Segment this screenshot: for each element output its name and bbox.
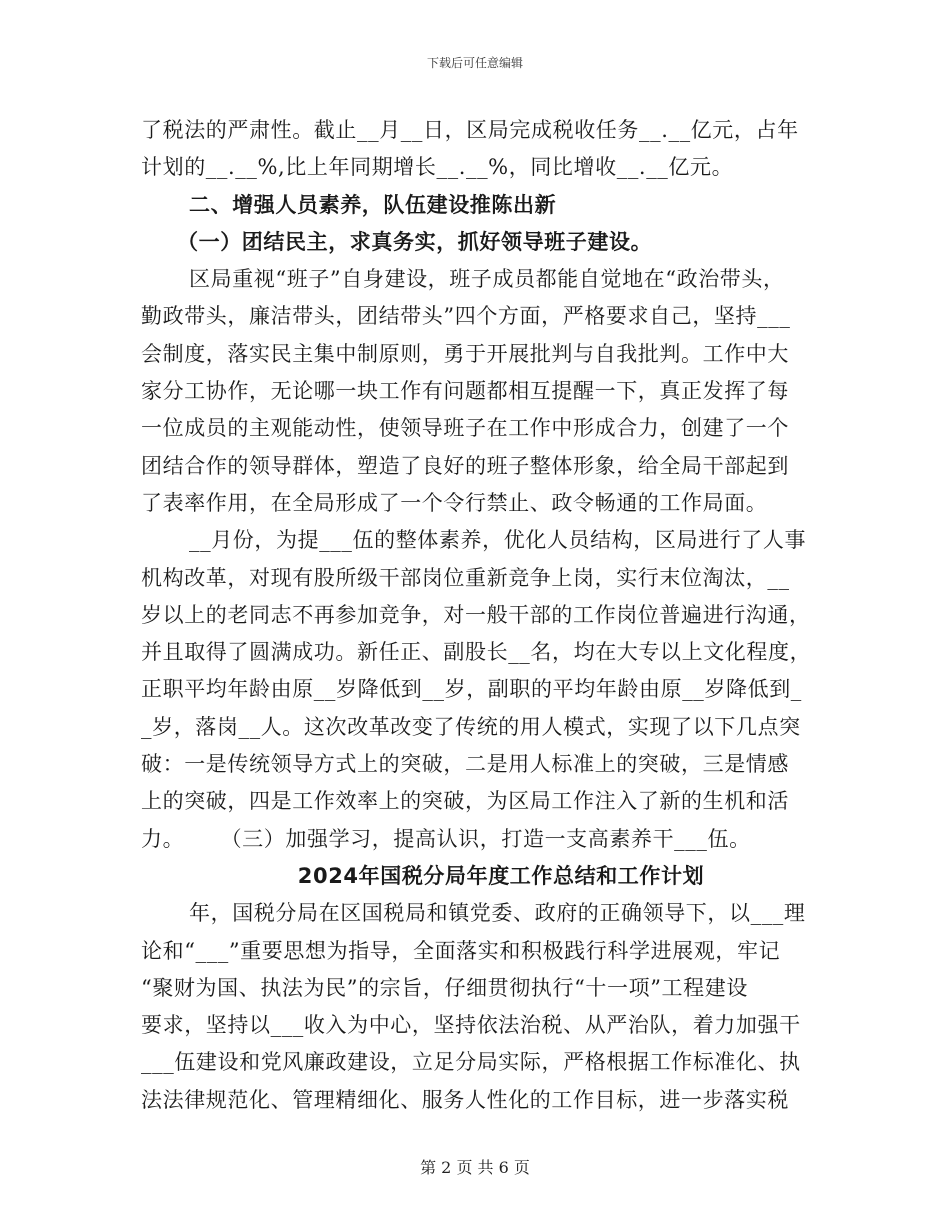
paragraph-line: ___伍建设和党风廉政建设，立足分局实际，严格根据工作标准化、执 [141, 1050, 801, 1075]
paragraph-line: 了表率作用，在全局形成了一个令行禁止、政令畅通的工作局面。 [141, 490, 768, 515]
paragraph-line: _岁，落岗__人。这次改革改变了传统的用人模式，实现了以下几点突 [141, 714, 801, 739]
paragraph-line: 岁以上的老同志不再参加竞争，对一般干部的工作岗位普遍进行沟通， [141, 602, 811, 627]
paragraph-line: “聚财为国、执法为民”的宗旨，仔细贯彻执行“十一项”工程建设 [141, 975, 748, 1000]
paragraph-line: __月份，为提___伍的整体素养，优化人员结构，区局进行了人事 [189, 528, 807, 553]
paragraph-line: 机构改革，对现有股所级干部岗位重新竞争上岗，实行末位淘汰，__ [141, 565, 790, 590]
subsection-heading: （一）团结民主，求真务实，抓好领导班子建设。 [177, 229, 653, 254]
paragraph-line: 论和“___”重要思想为指导，全面落实和积极践行科学进展观，牢记 [141, 938, 781, 963]
paragraph-line: 会制度，落实民主集中制原则，勇于开展批判与自我批判。工作中大 [141, 341, 789, 366]
paragraph-line: 正职平均年龄由原__岁降低到__岁，副职的平均年龄由原__岁降低到_ [141, 677, 802, 702]
document-title: 2024年国税分局年度工作总结和工作计划 [297, 863, 705, 888]
paragraph-line: 家分工协作，无论哪一块工作有问题都相互提醒一下，真正发挥了每 [141, 379, 789, 404]
paragraph-line: 法法律规范化、管理精细化、服务人性化的工作目标，进一步落实税 [141, 1087, 789, 1112]
page-number: 第 2 页 共 6 页 [420, 1158, 530, 1177]
paragraph-line: 并且取得了圆满成功。新任正、副股长__名，均在大专以上文化程度， [141, 640, 811, 665]
paragraph-line: 计划的__.__%,比上年同期增长__.__%，同比增收__.__亿元。 [141, 155, 734, 180]
paragraph-line: 区局重视“班子”自身建设，班子成员都能自觉地在“政治带头， [189, 267, 785, 292]
page-header-note: 下载后可任意编辑 [426, 56, 523, 70]
paragraph-line: 了税法的严肃性。截止__月__日，区局完成税收任务__.__亿元，占年 [141, 118, 799, 142]
paragraph-line: 团结合作的领导群体，塑造了良好的班子整体形象，给全局干部起到 [141, 453, 789, 478]
paragraph-line: 破：一是传统领导方式上的突破，二是用人标准上的突破，三是情感 [141, 752, 789, 777]
paragraph-line: 要求，坚持以___收入为中心，坚持依法治税、从严治队，着力加强干 [141, 1013, 801, 1038]
paragraph-line: 上的突破，四是工作效率上的突破，为区局工作注入了新的生机和活 [141, 789, 789, 814]
section-heading: 二、增强人员素养，队伍建设推陈出新 [189, 192, 557, 217]
paragraph-line: 勤政带头，廉洁带头，团结带头”四个方面，严格要求自己，坚持___ [141, 304, 791, 329]
paragraph-line: 年，国税分局在区国税局和镇党委、政府的正确领导下，以___理 [189, 901, 806, 926]
document-body [141, 112, 811, 1119]
paragraph-line: 一位成员的主观能动性，使领导班子在工作中形成合力，创建了一个 [141, 416, 789, 441]
paragraph-line: 力。 （三）加强学习，提高认识，打造一支高素养干___伍。 [141, 826, 751, 851]
